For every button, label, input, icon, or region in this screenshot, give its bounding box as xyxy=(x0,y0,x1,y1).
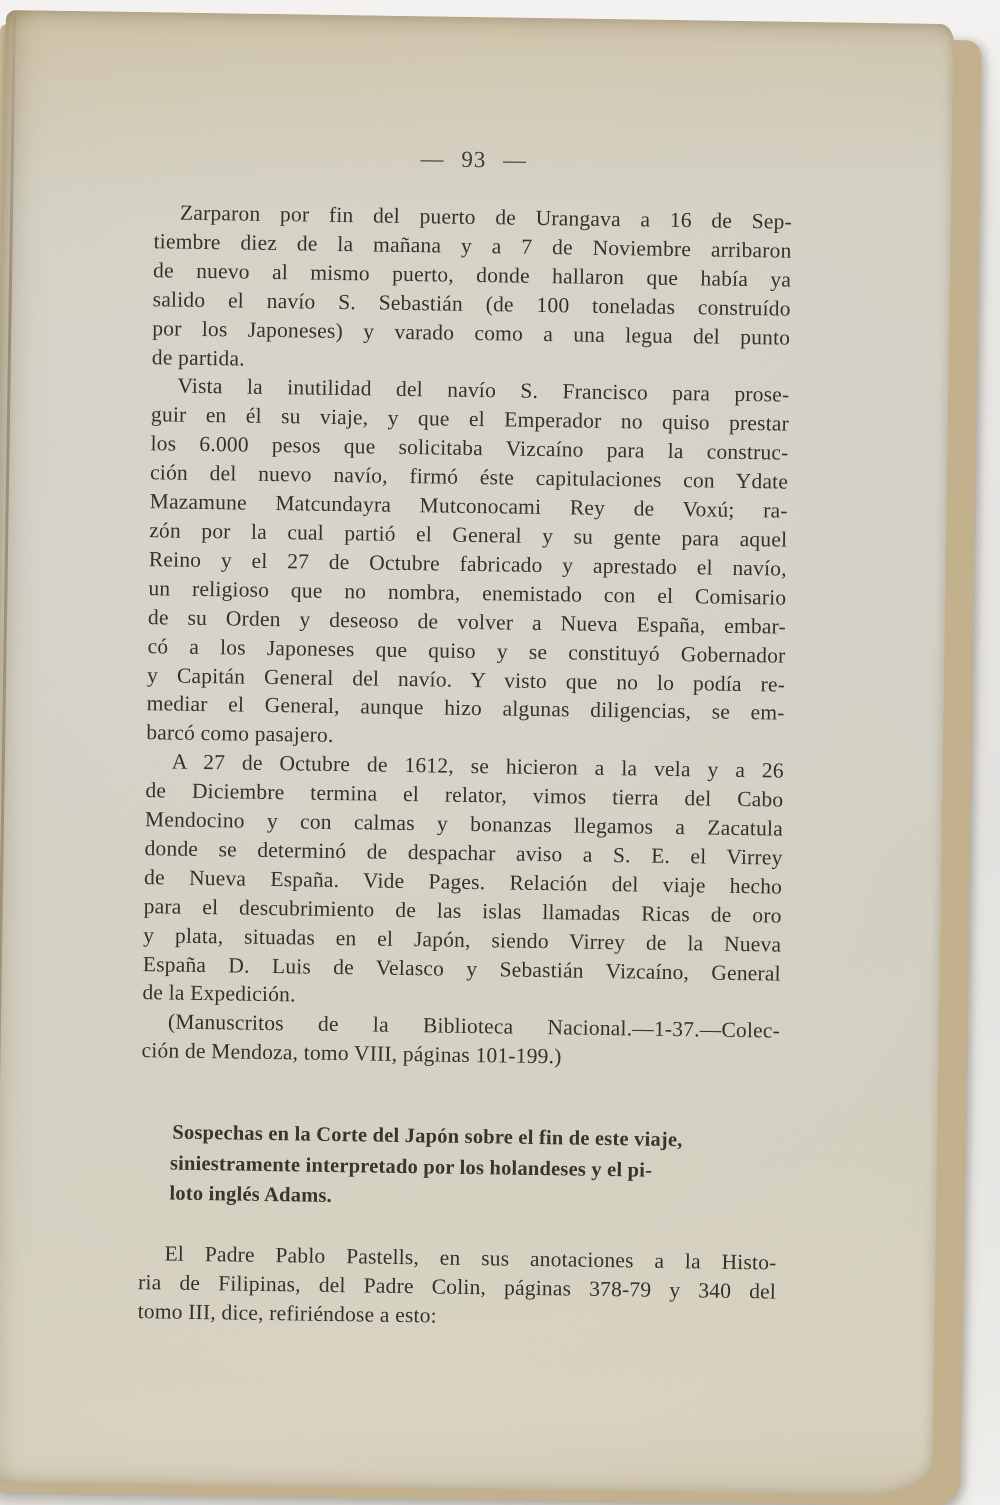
text-line: de partida. xyxy=(151,344,245,371)
text-line: de Diciembre termina el relator, vimos tierra del Cabo xyxy=(145,778,784,812)
paragraph xyxy=(142,747,784,1017)
text-line: ria de Filipinas, del Padre Colin, páginas 378-79 y 340 del xyxy=(137,1269,777,1304)
text-line: Zarparon por fin del puerto de Urangava a 16 de Sep- xyxy=(179,200,793,234)
paragraph xyxy=(152,198,793,381)
text-line: Sospechas en la Corte del Japón sobre el fin de este viaje, xyxy=(172,1121,683,1152)
text-line: tiembre diez de la mañana y a 7 de Noviembre arribaron xyxy=(153,229,792,263)
text-line: barcó como pasajero. xyxy=(146,720,334,748)
text-line: (Manuscritos de la Biblioteca Nacional.—1-37.—Colec- xyxy=(167,1009,781,1043)
closing-paragraph xyxy=(137,1239,776,1335)
text-line: de la Expedición. xyxy=(142,980,296,1007)
text-line: y plata, situadas en el Japón, siendo Virrey de la Nueva xyxy=(143,922,782,957)
text-line: por los Japoneses) y varado como a una legua del punto xyxy=(152,315,791,350)
text-line: siniestramente interpretado por los holandeses y el pi- xyxy=(169,1152,653,1182)
text-line: guir en él su viaje, y que el Emperador no quiso prestar xyxy=(150,402,790,437)
text-line: Reino y el 27 de Octubre fabricado y aprestado el navío, xyxy=(148,547,787,581)
text-line: de Nueva España. Vide Pages. Relación del viaje hecho xyxy=(143,864,783,899)
text-line: mediar el General, aunque hizo algunas diligencias, se em- xyxy=(146,691,785,726)
text-line: salido el navío S. Sebastián (de 100 toneladas construído xyxy=(152,286,791,321)
text-line: Vista la inutilidad del navío S. Francisco para prose- xyxy=(177,374,790,408)
text-line: ción de Mendoza, tomo VIII, páginas 101-199.) xyxy=(141,1038,562,1069)
text-line: un religioso que no nombra, enemistado con el Comisario xyxy=(148,575,787,610)
text-line: de nuevo al mismo puerto, donde hallaron que había ya xyxy=(152,258,792,292)
text-line: y Capitán General del navío. Y visto que no lo podía re- xyxy=(146,662,786,697)
paragraph xyxy=(146,372,790,757)
text-line: los 6.000 pesos que solicitaba Vizcaíno para la construc- xyxy=(150,431,789,465)
text-line: loto inglés Adams. xyxy=(169,1182,333,1208)
text-line: A 27 de Octubre de 1612, se hicieron a la vela y a 26 xyxy=(171,749,784,783)
book-page xyxy=(0,10,954,1496)
text-line: España D. Luis de Velasco y Sebastián Vizcaíno, General xyxy=(142,951,781,986)
body-paragraphs xyxy=(141,198,792,1075)
text-line: El Padre Pablo Pastells, en sus anotaciones a la Histo- xyxy=(164,1241,777,1275)
page-number: — 93 — xyxy=(420,146,528,173)
text-line: Mazamune Matcundayra Mutconocami Rey de Voxú; ra- xyxy=(149,489,788,523)
book-page-stack xyxy=(0,10,954,1496)
text-line: ción del nuevo navío, firmó éste capitulaciones con Ydate xyxy=(149,460,789,494)
text-column xyxy=(137,140,793,1335)
text-line: tomo III, dice, refiriéndose a esto: xyxy=(137,1298,438,1328)
text-line: de su Orden y deseoso de volver a Nueva España, embar- xyxy=(147,604,787,639)
text-line: có a los Japoneses que quiso y se constituyó Gobernador xyxy=(147,633,786,668)
paragraph xyxy=(141,1008,780,1075)
text-line: donde se determinó de despachar aviso a S. E. el Virrey xyxy=(144,836,783,870)
text-line: zón por la cual partió el General y su gente para aquel xyxy=(149,518,788,552)
section-heading xyxy=(145,1117,762,1218)
text-line: Mendocino y con calmas y bonanzas llegamos a Zacatula xyxy=(144,807,784,841)
binding-crease xyxy=(0,16,16,1474)
text-line: para el descubrimiento de las islas llamadas Ricas de oro xyxy=(143,893,782,928)
